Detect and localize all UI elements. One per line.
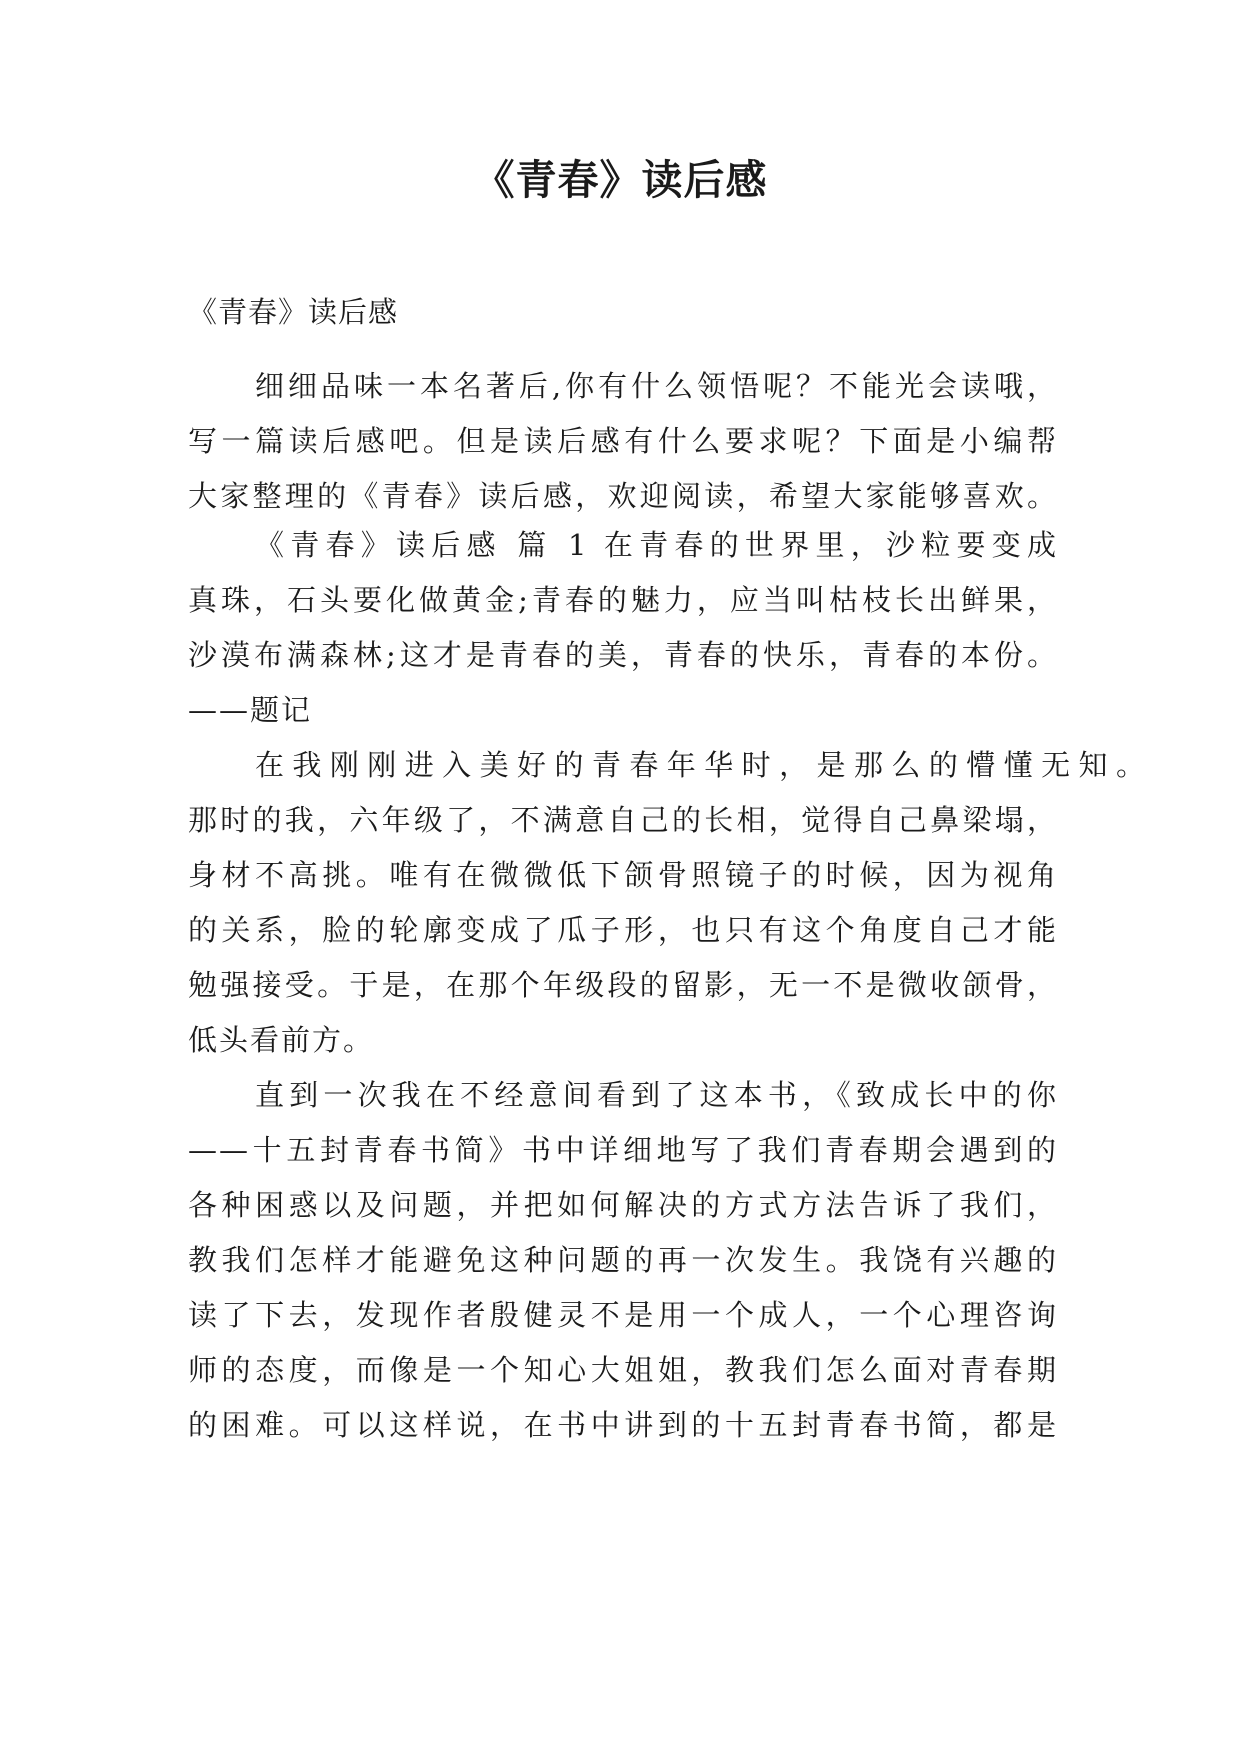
paragraph-line: 各种困惑以及问题，并把如何解决的方式方法告诉了我们， [188,1188,1058,1222]
paragraph-line: 真珠，石头要化做黄金;青春的魅力，应当叫枯枝长出鲜果， [188,583,1058,617]
paragraph-line: 《青春》读后感 篇 1 在青春的世界里，沙粒要变成 [255,528,1058,562]
paragraph-line: 大家整理的《青春》读后感，欢迎阅读，希望大家能够喜欢。 [188,479,1058,513]
paragraph-line: 勉强接受。于是，在那个年级段的留影，无一不是微收颌骨， [188,968,1058,1002]
paragraph-line: 读了下去，发现作者殷健灵不是用一个成人，一个心理咨询 [188,1298,1058,1332]
paragraph-line: 身材不高挑。唯有在微微低下颌骨照镜子的时候，因为视角 [188,858,1058,892]
document-title: 《青春》读后感 [473,156,768,204]
paragraph-line: 直到一次我在不经意间看到了这本书，《致成长中的你 [255,1078,1058,1112]
paragraph-line: 写一篇读后感吧。但是读后感有什么要求呢？下面是小编帮 [188,424,1058,458]
paragraph-line: 教我们怎样才能避免这种问题的再一次发生。我饶有兴趣的 [188,1243,1058,1277]
paragraph-line: 的困难。可以这样说，在书中讲到的十五封青春书简，都是 [188,1408,1058,1442]
document-subtitle: 《青春》读后感 [188,295,399,329]
paragraph-line: 在我刚刚进入美好的青春年华时，是那么的懵懂无知。 [255,748,1147,782]
paragraph-line: 师的态度，而像是一个知心大姐姐，教我们怎么面对青春期 [188,1353,1058,1387]
paragraph-line: 那时的我，六年级了，不满意自己的长相，觉得自己鼻梁塌， [188,803,1058,837]
paragraph-line: ——十五封青春书简》书中详细地写了我们青春期会遇到的 [188,1133,1058,1167]
paragraph-line: 的关系，脸的轮廓变成了瓜子形，也只有这个角度自己才能 [188,913,1058,947]
paragraph-line: 低头看前方。 [188,1023,375,1057]
paragraph-line: 沙漠布满森林;这才是青春的美，青春的快乐，青春的本份。 [188,638,1058,672]
paragraph-line: 细细品味一本名著后,你有什么领悟呢？不能光会读哦， [255,369,1058,403]
paragraph-line: ——题记 [188,693,313,727]
